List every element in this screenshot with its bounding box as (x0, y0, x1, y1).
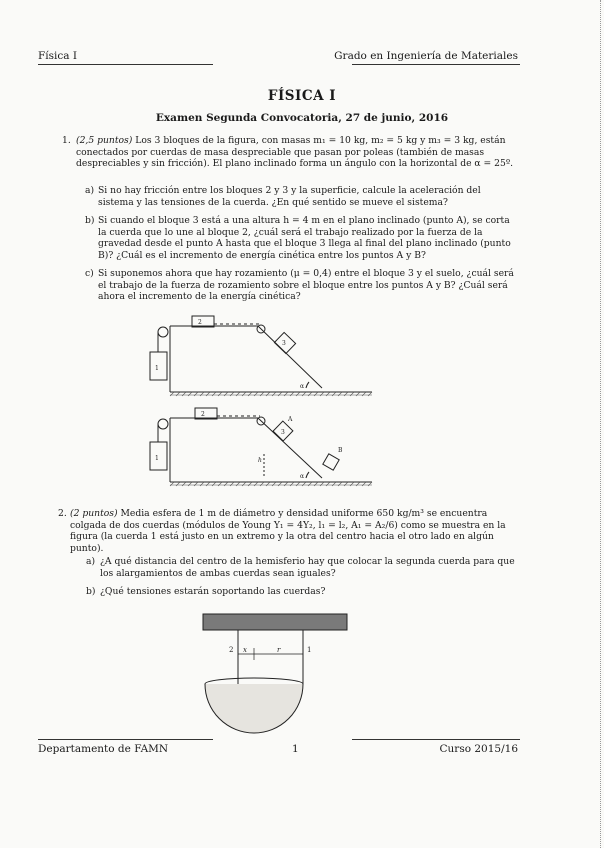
q2-number: 2. (58, 508, 67, 519)
header-rule-left (38, 64, 213, 65)
q2-intro (70, 508, 520, 554)
hemisphere-body (205, 684, 303, 733)
exam-subtitle: Examen Segunda Convocatoria, 27 de junio, 2016 (155, 112, 449, 124)
block-2-top (192, 316, 214, 327)
label-r: r (277, 646, 281, 654)
label-cord-2: 2 (229, 646, 234, 654)
footer-rule-left (38, 739, 213, 740)
ceiling (203, 614, 347, 630)
pulley-left-top (158, 327, 168, 337)
q1-figure (140, 312, 380, 490)
q2-figure (195, 612, 355, 742)
q1b-text: Si cuando el bloque 3 está a una altura h = 4 m en el plano inclinado (punto A), se corta la cuerda que lo une al bloque 2, ¿cuál será el trabajo realizado por la fuerza de la gravedad desde el punto A hasta que el bloque 3 llega al final del plano inclinado (punto B)? ¿Cuál es el incremento de energía cinética entre los puntos A y B? (98, 215, 511, 261)
label-block-1-b: 1 (155, 455, 159, 462)
ground-hatch-b (170, 482, 372, 486)
header-course: Física I (38, 50, 78, 62)
q2a-text: ¿A qué distancia del centro de la hemisferio hay que colocar la segunda cuerda para que los alargamientos de ambas cuerdas sean iguales? (100, 556, 515, 579)
incline-b (258, 418, 322, 478)
q2-points: (2 puntos) (70, 508, 118, 519)
ground-hatch-top (170, 392, 372, 396)
q1-number: 1. (62, 135, 71, 146)
pulley-left-b (158, 419, 168, 429)
angle-arc-b (306, 472, 309, 478)
q2b-text: ¿Qué tensiones estarán soportando las cuerdas? (100, 586, 326, 597)
q1-intro-text: Los 3 bloques de la figura, con masas m₁ = 10 kg, m₂ = 5 kg y m₃ = 3 kg, están conectados por cuerdas de masa despreciable que pasan por poleas (también de masas despreciables y sin fricción). El plano inclinado forma un ángulo con la horizontal de α = 25º. (76, 135, 514, 170)
q2a-label: a) (86, 556, 96, 567)
angle-arc-top (306, 382, 309, 388)
label-cord-1: 1 (307, 646, 312, 654)
footer-course: Curso 2015/16 (439, 743, 518, 755)
header-degree: Grado en Ingeniería de Materiales (334, 50, 518, 62)
q2-intro-text: Media esfera de 1 m de diámetro y densidad uniforme 650 kg/m³ se encuentra colgada de dos cuerdas (módulos de Young Y₁ = 4Y₂, l₁ = l₂, A₁ = A₂/6) como se muestra en la figura (la cuerda 1 está justo en un extremo y la otra del centro hacia el otro lado en algún punto). (70, 508, 506, 554)
q1-diagram-top (150, 316, 372, 396)
label-alpha-b: α (300, 473, 305, 480)
q1c-label: c) (85, 268, 94, 279)
header-rule-right (352, 64, 520, 65)
incline-top (258, 326, 322, 388)
label-point-A: A (288, 416, 293, 423)
label-block-2-b: 2 (201, 411, 205, 418)
q1-intro (76, 135, 518, 170)
footer-department: Departamento de FAMN (38, 743, 169, 755)
q1a-text: Si no hay fricción entre los bloques 2 y 3 y la superficie, calcule la aceleración del sistema y las tensiones de la cuerda. ¿En qué sentido se mueve el sistema? (98, 185, 481, 208)
label-block-3-b: 3 (281, 429, 285, 436)
q1c-text: Si suponemos ahora que hay rozamiento (μ = 0,4) entre el bloque 3 y el suelo, ¿cuál será el trabajo de la fuerza de rozamiento sobre el bloque entre los puntos A y B? ¿Cuál será ahora el incremento de la energía cinética? (98, 268, 514, 303)
page-title: FÍSICA I (267, 88, 337, 104)
page-number: 1 (292, 743, 299, 755)
q1b-label: b) (85, 215, 95, 226)
label-block-1-top: 1 (155, 365, 159, 372)
label-height: h (258, 457, 262, 464)
label-x: x (243, 646, 247, 654)
q2b-label: b) (86, 586, 96, 597)
scan-edge-dots (600, 0, 601, 848)
label-block-2-top: 2 (198, 319, 202, 326)
label-alpha-top: α (300, 383, 305, 390)
label-block-3-top: 3 (282, 340, 286, 347)
footer-rule-right (352, 739, 520, 740)
q1a-label: a) (85, 185, 95, 196)
block-2-b (195, 408, 217, 419)
block-3-b-B (323, 454, 339, 470)
label-point-B: B (338, 447, 343, 454)
q1-points: (2,5 puntos) (76, 135, 133, 146)
